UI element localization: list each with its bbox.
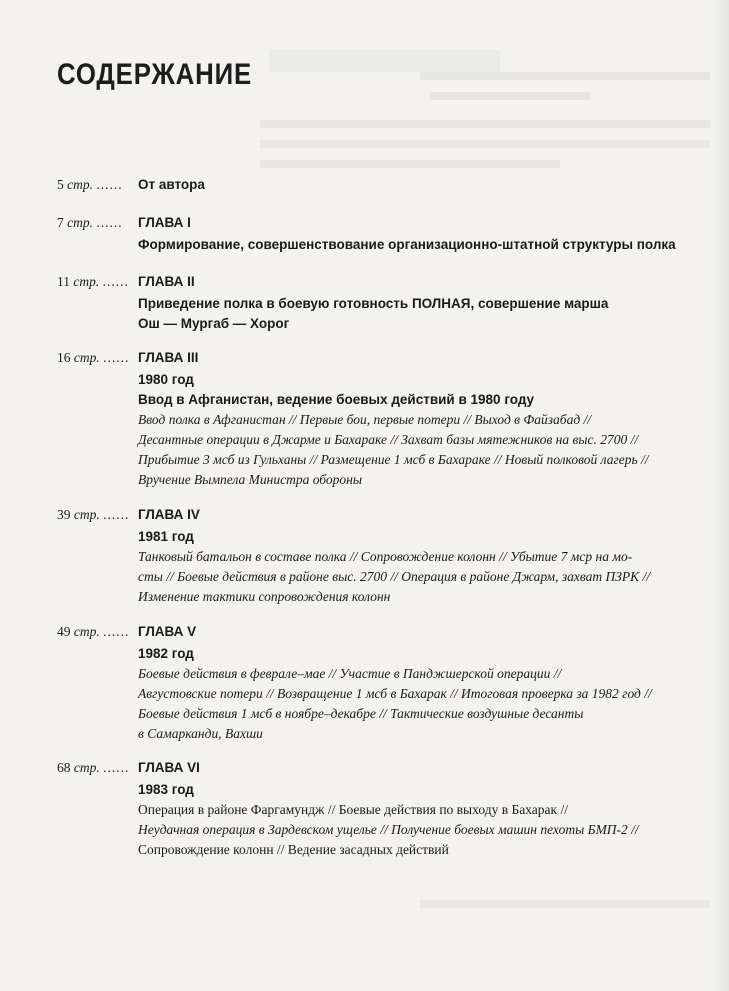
leader-dots: ...... [103,350,130,365]
page-number: 39 [57,507,71,522]
chapter-title: Приведение полка в боевую готовность ПОЛНАЯ, совершение марша [138,296,609,311]
leader-dots: ...... [96,177,123,192]
page-number: 68 [57,760,71,775]
leader-dots: ...... [103,507,130,522]
page-ref [57,350,129,366]
page-number: 7 [57,215,64,230]
page-abbr: стр. [67,177,93,192]
leader-dots: ...... [103,624,130,639]
section-list-line: Ввод полка в Афганистан // Первые бои, первые потери // Выход в Файзабад // [138,412,592,427]
chapter-label: ГЛАВА VI [138,760,200,775]
chapter-title: Формирование, совершенствование организационно-штатной структуры полка [138,237,676,252]
chapter-year: 1983 год [138,782,194,797]
page-number: 16 [57,350,71,365]
chapter-title: Ош — Мургаб — Хорог [138,316,290,331]
chapter-year: 1982 год [138,646,194,661]
page-ref [57,507,129,523]
page-ref [57,177,123,193]
chapter-label: ГЛАВА IV [138,507,200,522]
page-number: 5 [57,177,64,192]
page-abbr: стр. [73,760,100,775]
section-list-line: Боевые действия в феврале–мае // Участие в Панджшерской операции // [138,666,562,681]
chapter-year: 1980 год [138,372,194,387]
leader-dots: ...... [103,760,130,775]
page-abbr: стр. [73,507,100,522]
chapter-label: ГЛАВА V [138,624,197,639]
page-title: СОДЕРЖАНИЕ [57,58,253,91]
chapter-title: Ввод в Афганистан, ведение боевых действий в 1980 году [138,392,535,407]
page-ref [57,760,129,776]
section-list-line: Боевые действия 1 мсб в ноябре–декабре // Тактические воздушные десанты [138,706,584,721]
page-abbr: стр. [73,274,100,289]
page-abbr: стр. [73,350,100,365]
page-abbr: стр. [67,215,93,230]
section-list-line: Операция в районе Фаргамундж // Боевые действия по выходу в Бахарак // [138,802,568,817]
page-abbr: стр. [73,624,100,639]
section-list-line: Вручение Вымпела Министра обороны [138,472,362,487]
section-list-line: Изменение тактики сопровождения колонн [138,589,391,604]
leader-dots: ...... [102,274,129,289]
section-list-line: сты // Боевые действия в районе выс. 2700 // Операция в районе Джарм, захват ПЗРК // [138,569,651,584]
chapter-label: ГЛАВА III [138,350,199,365]
page-edge-shadow [711,0,729,991]
chapter-year: 1981 год [138,529,194,544]
page-ref [57,274,129,290]
page-ref [57,215,123,231]
leader-dots: ...... [96,215,123,230]
chapter-label: ГЛАВА II [138,274,195,289]
entry-heading: От автора [138,177,205,192]
section-list-line: Неудачная операция в Зардевском ущелье // Получение боевых машин пехоты БМП-2 // [138,822,639,837]
section-list-line: Десантные операции в Джарме и Бахараке // Захват базы мятежников на выс. 2700 // [138,432,639,447]
section-list-line: Сопровождение колонн // Ведение засадных действий [138,842,449,857]
chapter-label: ГЛАВА I [138,215,191,230]
section-list-line: Прибытие 3 мсб из Гульханы // Размещение 1 мсб в Бахараке // Новый полковой лагерь // [138,452,649,467]
page-number: 11 [57,274,70,289]
page-number: 49 [57,624,71,639]
section-list-line: Танковый батальон в составе полка // Сопровождение колонн // Убытие 7 мср на мо- [138,549,633,564]
section-list-line: Августовские потери // Возвращение 1 мсб в Бахарак // Итоговая проверка за 1982 год // [138,686,652,701]
page-ref [57,624,129,640]
section-list-line: в Самарканди, Вахши [138,726,263,741]
